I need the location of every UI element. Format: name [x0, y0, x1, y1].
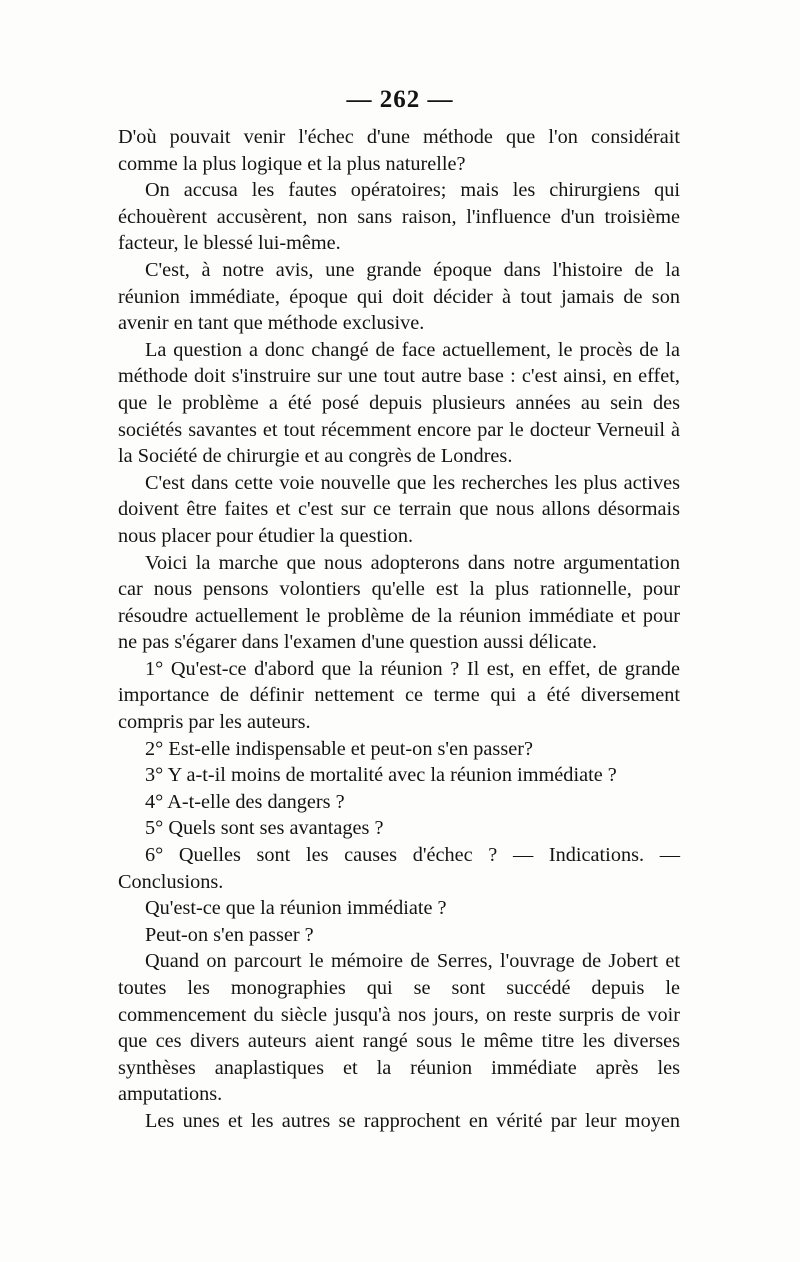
list-item-4: 4° A-t-elle des dangers ? — [145, 790, 345, 813]
paragraph-1: D'où pouvait venir l'échec d'une méthode que l'on considérait comme la plus logique et la plus naturelle? — [118, 126, 680, 175]
paragraph-8: Les unes et les autres se rapprochent en vérité par leur moyen — [145, 1109, 680, 1132]
paragraph-3: C'est, à notre avis, une grande époque dans l'histoire de la réunion immédiate, époque qui doit décider à tout jamais de son avenir en tant que méthode exclusive. — [118, 258, 680, 335]
question-2: Peut-on s'en passer ? — [145, 923, 314, 946]
list-item-3: 3° Y a-t-il moins de mortalité avec la réunion immédiate ? — [145, 764, 617, 787]
paragraph-4: La question a donc changé de face actuellement, le procès de la méthode doit s'instruire sur une tout autre base : c'est ainsi, en effet, que le problème a été posé depuis plusieurs années au sein des sociétés savantes et tout récemment encore par le docteur Verneuil à la Société de chirurgie et au congrès de Londres. — [118, 338, 680, 468]
paragraph-2: On accusa les fautes opératoires; mais les chirurgiens qui échouèrent accusèrent, non sans raison, l'influence d'un troisième facteur, le blessé lui-même. — [118, 179, 680, 255]
paragraph-5: C'est dans cette voie nouvelle que les recherches les plus actives doivent être faites et c'est sur ce terrain que nous allons désormais nous placer pour étudier la question. — [118, 471, 680, 547]
list-item-5: 5° Quels sont ses avantages ? — [145, 817, 384, 840]
list-item-2: 2° Est-elle indispensable et peut-on s'en passer? — [145, 737, 533, 760]
body-text — [118, 124, 680, 1135]
list-item-6: 6° Quelles sont les causes d'échec ? — Indications. — Conclusions. — [118, 844, 680, 893]
paragraph-6: Voici la marche que nous adopterons dans notre argumentation car nous pensons volontiers qu'elle est la plus rationnelle, pour résoudre actuellement le problème de la réunion immédiate et pour ne pas s'égarer dans l'examen d'une question aussi délicate. — [118, 551, 680, 654]
list-item-1: 1° Qu'est-ce d'abord que la réunion ? Il est, en effet, de grande importance de définir nettement ce terme qui a été diversement compris par les auteurs. — [118, 657, 680, 734]
page-number: — 262 — — [346, 86, 454, 113]
question-1: Qu'est-ce que la réunion immédiate ? — [145, 897, 447, 920]
paragraph-7: Quand on parcourt le mémoire de Serres, l'ouvrage de Jobert et toutes les monographies qui se sont succédé depuis le commencement du siècle jusqu'à nos jours, on reste surpris de voir que ces divers auteurs aient rangé sous le même titre les diverses synthèses anaplastiques et la réunion immédiate après les amputations. — [118, 950, 680, 1106]
